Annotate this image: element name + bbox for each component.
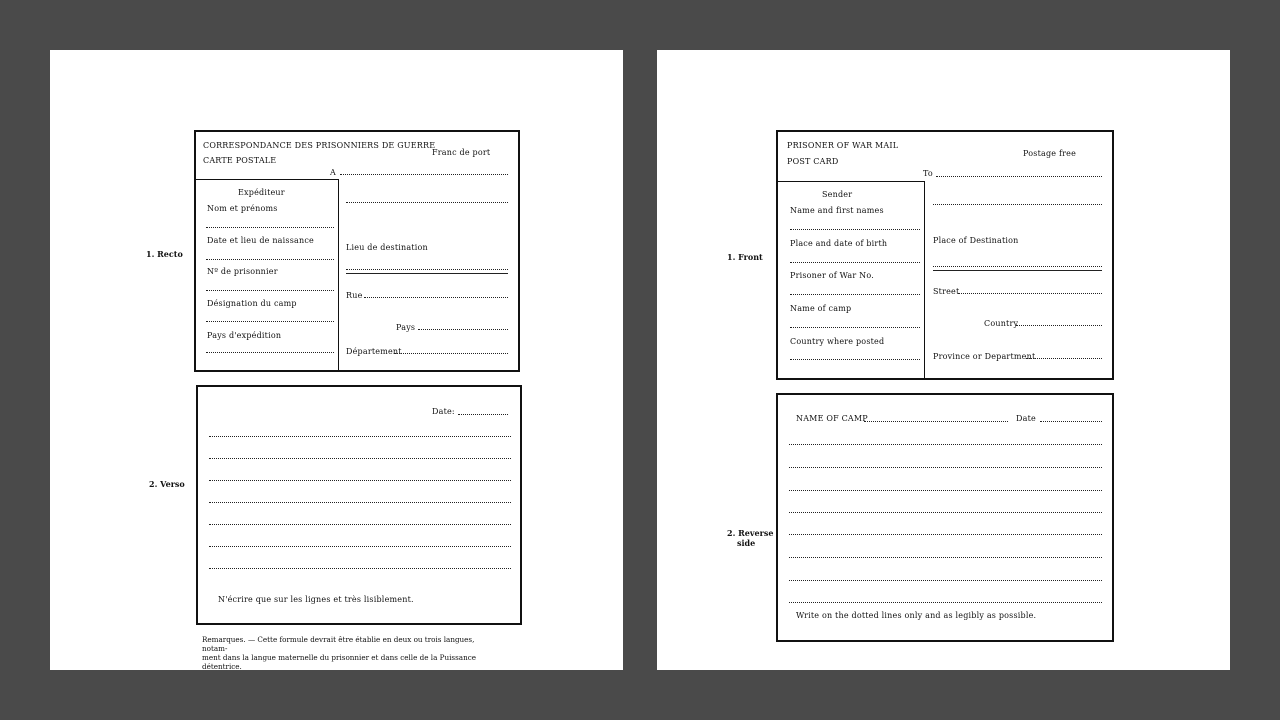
writing-line xyxy=(209,568,511,569)
date-line xyxy=(1040,421,1102,422)
address-line xyxy=(933,204,1102,205)
sender-field-country: Pays d'expédition xyxy=(207,331,282,340)
to-line xyxy=(936,176,1102,177)
date-label: Date: xyxy=(432,407,455,416)
writing-line xyxy=(209,480,511,481)
front-label: 1. Front xyxy=(727,252,763,262)
sender-field-birth: Date et lieu de naissance xyxy=(207,236,314,245)
sender-field-country: Country where posted xyxy=(790,337,885,346)
country-label: Country xyxy=(984,319,1019,328)
address-underline xyxy=(346,273,508,274)
sender-heading: Expéditeur xyxy=(238,188,285,197)
department-line xyxy=(394,353,508,354)
sender-line xyxy=(790,262,920,263)
postcard-back-english xyxy=(776,393,1114,642)
sender-field-number: Prisoner of War No. xyxy=(790,271,874,280)
header-title: CORRESPONDANCE DES PRISONNIERS DE GUERRE xyxy=(203,141,436,150)
writing-instruction: Write on the dotted lines only and as legibly as possible. xyxy=(796,611,1037,620)
department-label: Province or Department xyxy=(933,352,1036,361)
address-line xyxy=(346,202,508,203)
writing-line xyxy=(209,458,511,459)
sender-line xyxy=(206,321,334,322)
street-line xyxy=(958,293,1102,294)
sender-field-birth: Place and date of birth xyxy=(790,239,888,248)
sender-divider xyxy=(778,181,924,182)
postage-label: Postage free xyxy=(1023,149,1077,158)
reverse-label-line2: side xyxy=(737,538,756,548)
sender-line xyxy=(206,290,334,291)
sender-line xyxy=(790,359,920,360)
remarks-note xyxy=(202,635,502,671)
sender-field-camp: Désignation du camp xyxy=(207,299,297,308)
header-subtitle: CARTE POSTALE xyxy=(203,156,277,165)
camp-label: NAME OF CAMP xyxy=(796,414,868,423)
street-line xyxy=(364,297,508,298)
country-line xyxy=(418,329,508,330)
reverse-label-line1: 2. Reverse xyxy=(727,528,774,538)
writing-instruction: N'écrire que sur les lignes et très lisiblement. xyxy=(218,595,414,604)
address-line xyxy=(933,266,1102,267)
to-label: A xyxy=(330,168,336,177)
remarks-line: ment dans la langue maternelle du prisonnier et dans celle de la Puissance détentrice. xyxy=(202,653,476,671)
department-label: Département xyxy=(346,347,402,356)
destination-label: Lieu de destination xyxy=(346,243,428,252)
verso-label: 2. Verso xyxy=(149,479,185,489)
sender-line xyxy=(206,352,334,353)
sender-field-camp: Name of camp xyxy=(790,304,852,313)
column-divider xyxy=(924,181,925,380)
sender-field-name: Nom et prénoms xyxy=(207,204,278,213)
date-label: Date xyxy=(1016,414,1036,423)
writing-line xyxy=(789,580,1102,581)
writing-line xyxy=(789,512,1102,513)
writing-line xyxy=(789,444,1102,445)
header-subtitle: POST CARD xyxy=(787,157,839,166)
column-divider xyxy=(338,179,339,372)
postage-label: Franc de port xyxy=(432,148,491,157)
sender-divider xyxy=(196,179,338,180)
page-french xyxy=(50,50,623,670)
street-label: Street xyxy=(933,287,960,296)
writing-line xyxy=(789,557,1102,558)
sender-line xyxy=(790,327,920,328)
header-title: PRISONER OF WAR MAIL xyxy=(787,141,899,150)
sender-line xyxy=(206,259,334,260)
country-label: Pays xyxy=(396,323,416,332)
sender-field-name: Name and first names xyxy=(790,206,884,215)
writing-line xyxy=(789,602,1102,603)
sender-field-number: Nº de prisonnier xyxy=(207,267,278,276)
address-underline xyxy=(933,270,1102,271)
to-line xyxy=(340,174,508,175)
writing-line xyxy=(789,490,1102,491)
postcard-back-french xyxy=(196,385,522,625)
to-label: To xyxy=(923,169,933,178)
sender-heading: Sender xyxy=(822,190,853,199)
reverse-label xyxy=(727,528,773,548)
writing-line xyxy=(209,436,511,437)
department-line xyxy=(1026,358,1102,359)
sender-line xyxy=(790,229,920,230)
page-english xyxy=(657,50,1230,670)
recto-label: 1. Recto xyxy=(146,249,183,259)
postcard-front-french xyxy=(194,130,520,372)
camp-line xyxy=(864,421,1008,422)
sender-line xyxy=(206,227,334,228)
remarks-line: Remarques. — Cette formule devrait être établie en deux ou trois langues, notam- xyxy=(202,635,475,653)
date-line xyxy=(458,414,508,415)
street-label: Rue xyxy=(346,291,363,300)
destination-label: Place of Destination xyxy=(933,236,1019,245)
writing-line xyxy=(209,524,511,525)
sender-line xyxy=(790,294,920,295)
country-line xyxy=(1016,325,1102,326)
writing-line xyxy=(209,546,511,547)
address-line xyxy=(346,269,508,270)
postcard-front-english xyxy=(776,130,1114,380)
writing-line xyxy=(789,534,1102,535)
writing-line xyxy=(789,467,1102,468)
writing-line xyxy=(209,502,511,503)
